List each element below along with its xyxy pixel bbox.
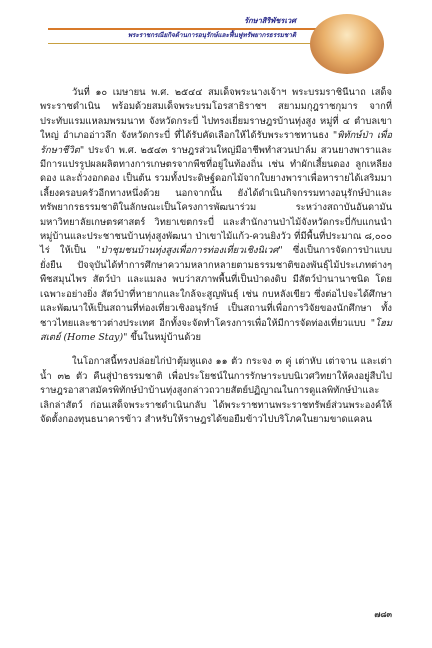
paragraph-1: [40, 86, 392, 345]
paragraph-1-text-4: ขึ้นในหมู่บ้านด้วย: [130, 331, 202, 343]
community-forest-name: "ป่าชุมชนบ้านทุ่งสูงเพื่อการท่องเที่ยวเชิงนิเวศ": [96, 245, 283, 257]
paragraph-2-text: ในโอกาสนี้ทรงปล่อยไก่ป่าตุ้มหูแดง ๑๑ ตัว กระจง ๓ คู่ เต่าหับ เต่าจาน และเต่าน้ำ ๓๒ ตัว คืนสู่ป่าธรรมชาติ เพื่อประโยชน์ในการรักษาระบบนิเวศวิทยาให้คงอยู่สืบไป ราษฎรอาสาสมัครพิทักษ์ป่าบ้านทุ่งสูงกล่าวถวายสัตย์ปฏิญาณในการดูแลพิทักษ์ป่าและเลิกล่าสัตว์ ก่อนเสด็จพระราชดำเนินกลับ ได้พระราชทานพระราชทรัพย์ส่วนพระองค์ให้จัดตั้งกองทุนธนาคารข้าว สำหรับให้ราษฎรได้ขอยืมข้าวไปบริโภคในยามขาดแคลน: [40, 356, 392, 425]
paragraph-2: [40, 355, 392, 427]
header-rule-top: [48, 28, 322, 30]
header-title: รักษาสิริพัชรเวศ: [244, 16, 296, 25]
header-rule-bottom: [48, 43, 322, 44]
portrait-photo: [310, 14, 384, 74]
paragraph-1-text: วันที่ ๑๐ เมษายน พ.ศ. ๒๕๔๔ สมเด็จพระนางเจ้าฯ พระบรมราชินีนาถ เสด็จพระราชดำเนิน พร้อมด้วยสมเด็จพระบรมโอรสาธิราชฯ สยามมกุฎราชกุมาร จากที่ประทับแรมแหลมพรมนาท จังหวัดกระบี่ ไปทรงเยี่ยมราษฎรบ้านทุ่งสูง หมู่ที่ ๔ ตำบลเขาใหญ่ อำเภออ่าวลึก จังหวัดกระบี่ ที่ได้รับคัดเลือกให้ได้รับพระราชทานธง: [40, 87, 392, 142]
paragraph-1-text-2: ประจำ พ.ศ. ๒๕๔๓ ราษฎรส่วนใหญ่มีอาชีพทำสวนปาล์ม สวนยางพาราและมีการแปรรูปผลผลิตทางการเกษตรจากพืชที่อยู่ในท้องถิ่น เช่น ทำผักเสี้ยนดอง ลูกเหลียงดอง และถั่วงอกดอง เป็นต้น รวมทั้งประดิษฐ์ดอกไม้จากใบยางพาราเพื่อหารายได้เสริมมาเลี้ยงครอบครัวอีกทางหนึ่งด้วย นอกจากนั้น ยังได้ดำเนินกิจกรรมทางอนุรักษ์ป่าและทรัพยากรธรรมชาติในลักษณะเป็นโครงการพัฒนาร่วม ระหว่างสถาบันอันดามัน มหาวิทยาลัยเกษตรศาสตร์ วิทยาเขตกระบี่ และสำนักงานป่าไม้จังหวัดกระบี่กับแกนนำหมู่บ้านและประชาชนบ้านทุ่งสูงพัฒนา ป่าเขาไม้แก้ว-ควนยิงวัว ที่มีพื้นที่ประมาณ ๘,๐๐๐ ไร่ ให้เป็น: [40, 144, 392, 257]
flag-name: "พิทักษ์ป่า เพื่อรักษาชีวิต": [40, 130, 392, 156]
body-text: [40, 86, 392, 427]
paragraph-1-text-3: ซึ่งเป็นการจัดการป่าแบบยั่งยืน ปัจจุบันได้ทำการศึกษาความหลากหลายตามธรรมชาติของพันธุ์ไม้ประเภทต่างๆ พืชสมุนไพร สัตว์ป่า และแมลง พบว่าสภาพพื้นที่เป็นป่าดงดิบ มีสัตว์ป่านานาชนิด โดยเฉพาะอย่างยิ่ง สัตว์ป่าที่หายากและใกล้จะสูญพันธุ์ เช่น กบหลังเขียว ซึ่งต่อไปจะได้ศึกษาและพัฒนาให้เป็นสถานที่ท่องเที่ยวเชิงอนุรักษ์ เป็นสถานที่เพื่อการวิจัยของนักศึกษา ทั้งชาวไทยและชาวต่างประเทศ อีกทั้งจะจัดทำโครงการเพื่อให้มีการจัดท่องเที่ยวแบบ: [40, 245, 393, 329]
page-header: [40, 14, 392, 76]
homestay-term: "โฮมสเตย์ (Home Stay)": [40, 317, 392, 343]
header-subtitle: พระราชกรณียกิจด้านการอนุรักษ์และฟื้นฟูทรัพยากรธรรมชาติ: [127, 31, 296, 39]
page-number: ๗๘๓: [374, 609, 392, 619]
